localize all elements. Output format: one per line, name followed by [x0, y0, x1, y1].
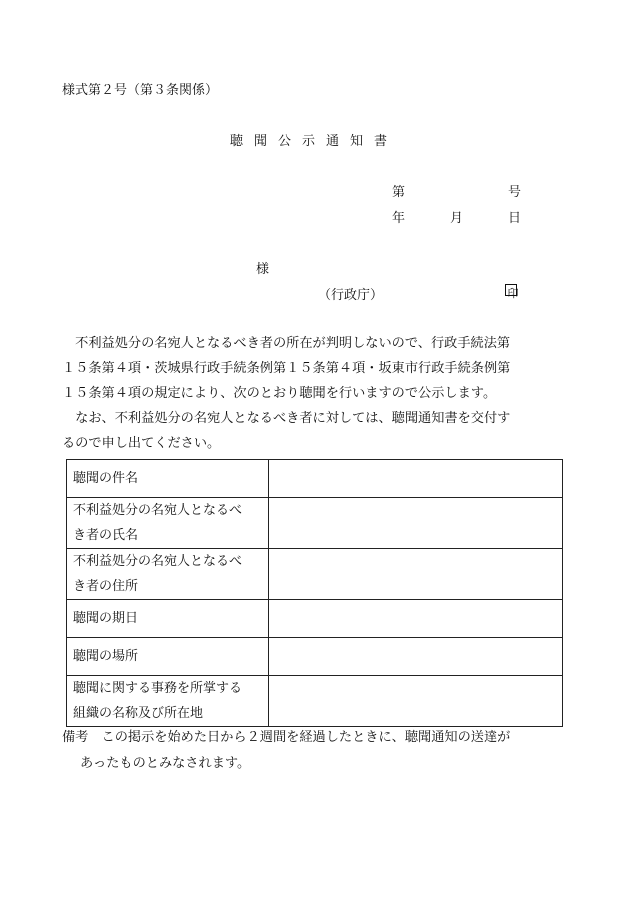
body-paragraph-1-line-3: １５条第４項の規定により、次のとおり聴聞を行いますので公示します。 [62, 386, 497, 401]
date-year-label: 年 [392, 211, 406, 226]
table-label-text: 組織の名称及び所在地 [73, 706, 204, 721]
addressee-honorific: 様 [256, 262, 270, 277]
table-row [67, 676, 563, 727]
date-month-label: 月 [450, 211, 464, 226]
table-value-cell [269, 498, 563, 549]
table-value-cell [269, 676, 563, 727]
date-day-label: 日 [508, 211, 522, 226]
doc-number-suffix: 号 [508, 185, 522, 200]
table-label-text: 聴聞に関する事務を所掌する [73, 681, 243, 696]
body-paragraph-1-line-1: 不利益処分の名宛人となるべき者の所在が判明しないので、行政手続法第 [62, 336, 511, 351]
table-row [67, 549, 563, 600]
table-label-text: き者の住所 [73, 579, 139, 594]
remarks-line-2: あったものとみなされます。 [80, 756, 251, 771]
table-value-cell [269, 638, 563, 676]
table-label-text: 聴聞の期日 [73, 611, 139, 626]
remarks-line-1: 備考 この掲示を始めた日から２週間を経過したときに、聴聞通知の送達が [62, 730, 511, 745]
doc-number-prefix: 第 [392, 185, 406, 200]
table-row [67, 600, 563, 638]
table-label-cell [67, 638, 269, 676]
seal-mark [505, 284, 519, 300]
table-row [67, 638, 563, 676]
seal-char: 印 [507, 287, 519, 300]
table-label-text: 不利益処分の名宛人となるべ [73, 554, 243, 569]
table-row [67, 498, 563, 549]
table-label-cell [67, 600, 269, 638]
table-label-text: き者の氏名 [73, 528, 139, 543]
body-paragraph-2-line-2: るので申し出てください。 [62, 436, 221, 451]
table-label-cell [67, 498, 269, 549]
body-paragraph-1-line-2: １５条第４項・茨城県行政手続条例第１５条第４項・坂東市行政手続条例第 [62, 361, 511, 376]
table-value-cell [269, 600, 563, 638]
table-value-cell [269, 549, 563, 600]
table-label-text: 聴聞の場所 [73, 649, 139, 664]
table-value-cell [269, 460, 563, 498]
table-label-cell [67, 460, 269, 498]
table-label-text: 聴聞の件名 [73, 471, 139, 486]
hearing-info-table [66, 459, 563, 727]
document-title: 聴聞公示通知書 [230, 134, 399, 149]
table-row [67, 460, 563, 498]
table-label-cell [67, 549, 269, 600]
agency-label: （行政庁） [318, 288, 384, 303]
form-number: 様式第２号（第３条関係） [62, 83, 219, 98]
body-paragraph-2-line-1: なお、不利益処分の名宛人となるべき者に対しては、聴聞通知書を交付す [62, 411, 511, 426]
table-label-cell [67, 676, 269, 727]
table-label-text: 不利益処分の名宛人となるべ [73, 503, 243, 518]
